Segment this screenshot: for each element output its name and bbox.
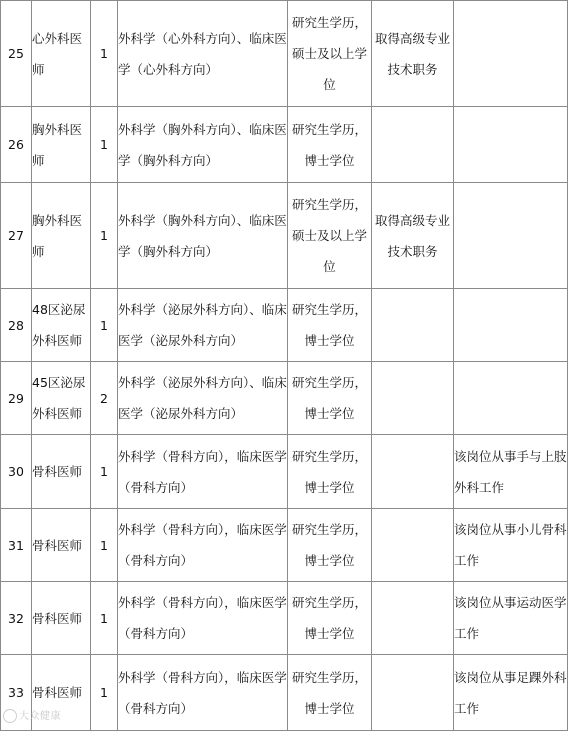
watermark-text: 大众健康: [19, 711, 61, 722]
headcount: 1: [91, 509, 118, 582]
table-row: [1, 1, 568, 107]
headcount: 1: [91, 289, 118, 362]
note: 该岗位从事运动医学工作: [454, 582, 568, 655]
headcount: 1: [91, 107, 118, 183]
job-title: 胸外科医师: [32, 183, 91, 289]
job-title: 胸外科医师: [32, 107, 91, 183]
row-number: 25: [1, 1, 32, 107]
major-requirement: 外科学（骨科方向），临床医学（骨科方向）: [118, 582, 288, 655]
row-number: 26: [1, 107, 32, 183]
education-requirement: 研究生学历，硕士及以上学位: [288, 1, 372, 107]
education-requirement: 研究生学历，博士学位: [288, 362, 372, 435]
row-number: 30: [1, 435, 32, 509]
qualification-requirement: 取得高级专业技术职务: [372, 1, 454, 107]
major-requirement: 外科学（胸外科方向）、临床医学（胸外科方向）: [118, 183, 288, 289]
table-row: [1, 289, 568, 362]
qualification-requirement: [372, 362, 454, 435]
table-row: [1, 582, 568, 655]
headcount: 1: [91, 1, 118, 107]
note: 该岗位从事小儿骨科工作: [454, 509, 568, 582]
job-title: 45区泌尿外科医师: [32, 362, 91, 435]
job-title: 骨科医师: [32, 655, 91, 731]
note: [454, 107, 568, 183]
major-requirement: 外科学（泌尿外科方向）、临床医学（泌尿外科方向）: [118, 362, 288, 435]
note: 该岗位从事手与上肢外科工作: [454, 435, 568, 509]
education-requirement: 研究生学历，博士学位: [288, 655, 372, 731]
headcount: 1: [91, 582, 118, 655]
major-requirement: 外科学（泌尿外科方向）、临床医学（泌尿外科方向）: [118, 289, 288, 362]
note: [454, 183, 568, 289]
job-title: 骨科医师: [32, 582, 91, 655]
qualification-requirement: [372, 582, 454, 655]
qualification-requirement: [372, 107, 454, 183]
table-row: [1, 107, 568, 183]
table-row: [1, 509, 568, 582]
education-requirement: 研究生学历，博士学位: [288, 509, 372, 582]
education-requirement: 研究生学历，博士学位: [288, 435, 372, 509]
job-title: 骨科医师: [32, 509, 91, 582]
row-number: 27: [1, 183, 32, 289]
major-requirement: 外科学（胸外科方向）、临床医学（胸外科方向）: [118, 107, 288, 183]
table-row: [1, 362, 568, 435]
row-number: 29: [1, 362, 32, 435]
qualification-requirement: 取得高级专业技术职务: [372, 183, 454, 289]
education-requirement: 研究生学历，博士学位: [288, 289, 372, 362]
headcount: 1: [91, 435, 118, 509]
watermark: [3, 708, 61, 726]
row-number: 32: [1, 582, 32, 655]
headcount: 1: [91, 183, 118, 289]
job-title: 心外科医师: [32, 1, 91, 107]
qualification-requirement: [372, 289, 454, 362]
major-requirement: 外科学（骨科方向），临床医学（骨科方向）: [118, 655, 288, 731]
qualification-requirement: [372, 435, 454, 509]
row-number: 31: [1, 509, 32, 582]
headcount: 1: [91, 655, 118, 731]
education-requirement: 研究生学历，博士学位: [288, 582, 372, 655]
row-number: 33: [1, 655, 32, 731]
note: [454, 289, 568, 362]
headcount: 2: [91, 362, 118, 435]
major-requirement: 外科学（骨科方向），临床医学（骨科方向）: [118, 509, 288, 582]
table-row: [1, 655, 568, 731]
job-title: 骨科医师: [32, 435, 91, 509]
note: [454, 1, 568, 107]
table-row: [1, 183, 568, 289]
qualification-requirement: [372, 509, 454, 582]
education-requirement: 研究生学历，博士学位: [288, 107, 372, 183]
education-requirement: 研究生学历，硕士及以上学位: [288, 183, 372, 289]
job-title: 48区泌尿外科医师: [32, 289, 91, 362]
qualification-requirement: [372, 655, 454, 731]
note: [454, 362, 568, 435]
row-number: 28: [1, 289, 32, 362]
note: 该岗位从事足踝外科工作: [454, 655, 568, 731]
table-row: [1, 435, 568, 509]
major-requirement: 外科学（心外科方向）、临床医学（心外科方向）: [118, 1, 288, 107]
major-requirement: 外科学（骨科方向），临床医学（骨科方向）: [118, 435, 288, 509]
watermark-logo-icon: [3, 709, 17, 723]
